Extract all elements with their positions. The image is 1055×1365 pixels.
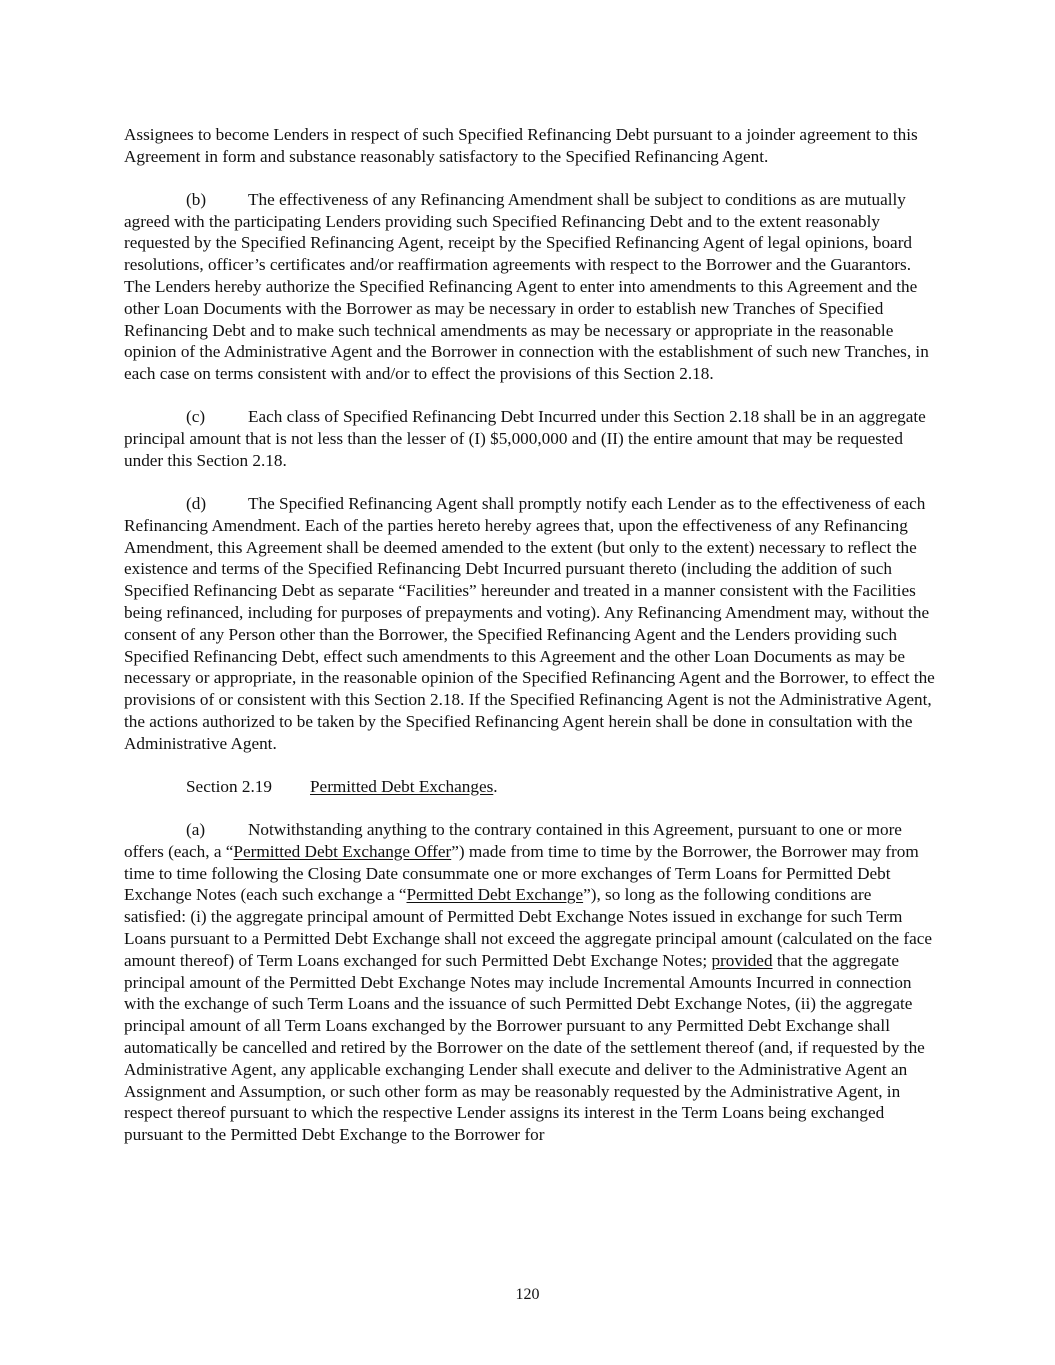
document-page: [124, 124, 936, 1167]
paragraph-label: (a): [186, 820, 206, 839]
proviso-term: provided: [711, 950, 773, 970]
paragraph-label: (b): [186, 189, 207, 209]
section-title-period: .: [493, 776, 498, 796]
page-number: 120: [515, 1286, 540, 1303]
paragraph-a: [124, 819, 936, 1146]
paragraph-label: (d): [186, 494, 207, 514]
section-title: Permitted Debt Exchanges: [310, 776, 494, 796]
paragraph-text: ”), so long as the following conditions are satisfied: (i) the aggregate principal amount of Permitted Debt Exchange Notes issued in exchange for such Term Loans pursuant to a Permitted Debt Exchange shall not exceed the aggregate principal amount (calculated on the face amount thereof) of Term Loans exchanged for such Permitted Debt Exchange Notes;: [124, 885, 932, 970]
paragraph-text: Each class of Specified Refinancing Debt Incurred under this Section 2.18 shall be in an aggregate principal amount that is not less than the lesser of (I) $5,000,000 and (II) the entire amount that may be requested under this Section 2.18.: [124, 407, 926, 470]
defined-term: Permitted Debt Exchange: [406, 885, 584, 905]
paragraph-label: (c): [186, 407, 206, 427]
paragraph-continuation: [124, 124, 936, 168]
paragraph-text: Notwithstanding anything to the contrary contained in this Agreement, pursuant to one or more offers (each, a “: [124, 820, 902, 861]
paragraph-text: The Specified Refinancing Agent shall promptly notify each Lender as to the effectiveness of each Refinancing Amendment. Each of the parties hereto hereby agrees that, upon the effectiveness of any Refinancing Amendment, this Agreement shall be deemed amended to the extent (but only to the extent) necessary to reflect the existence and terms of the Specified Refinancing Debt Incurred pursuant thereto (including the addition of such Specified Refinancing Debt as separate “Facilities” hereunder and treated in a manner consistent with the Facilities being refinanced, including for purposes of prepayments and voting). Any Refinancing Amendment may, without the consent of any Person other than the Borrower, the Specified Refinancing Agent and the Lenders providing such Specified Refinancing Debt, effect such amendments to this Agreement and the other Loan Documents as may be necessary or appropriate, in the reasonable opinion of the Specified Refinancing Agent and the Borrower, to effect the provisions of or consistent with this Section 2.18. If the Specified Refinancing Agent is not the Administrative Agent, the actions authorized to be taken by the Specified Refinancing Agent herein shall be done in consultation with the Administrative Agent.: [124, 494, 935, 753]
paragraph-c: [124, 406, 936, 471]
paragraph-text: The effectiveness of any Refinancing Amendment shall be subject to conditions as are mutually agreed with the participating Lenders providing such Specified Refinancing Debt and to the extent reasonably requested by the Specified Refinancing Agent, receipt by the Specified Refinancing Agent of legal opinions, board resolutions, officer’s certificates and/or reaffirmation agreements with respect to the Borrower and the Guarantors. The Lenders hereby authorize the Specified Refinancing Agent to enter into amendments to this Agreement and the other Loan Documents with the Borrower as may be necessary in order to establish new Tranches of Specified Refinancing Debt and to make such technical amendments as may be necessary or appropriate in the reasonable opinion of the Administrative Agent and the Borrower in connection with the establishment of such new Tranches, in each case on terms consistent with and/or to effect the provisions of this Section 2.18.: [124, 189, 929, 384]
section-number: Section 2.19: [186, 776, 272, 796]
defined-term: Permitted Debt Exchange Offer: [233, 841, 452, 861]
paragraph-text: ”) made from time to time by the Borrower, the Borrower may from time to time following the Closing Date consummate one or more exchanges of Term Loans for Permitted Debt Exchange Notes (each such exchange a “: [124, 841, 919, 905]
section-heading: [124, 776, 936, 798]
paragraph-text: that the aggregate principal amount of the Permitted Debt Exchange Notes may include Incremental Amounts Incurred in connection with the exchange of such Term Loans and the issuance of such Permitted Debt Exchange Notes, (ii) the aggregate principal amount of all Term Loans exchanged by the Borrower pursuant to any Permitted Debt Exchange shall automatically be cancelled and retired by the Borrower on the date of the settlement thereof (and, if requested by the Administrative Agent, any applicable exchanging Lender shall execute and deliver to the Administrative Agent an Assignment and Assumption, or such other form as may be reasonably requested by the Administrative Agent, in respect thereof pursuant to which the respective Lender assigns its interest in the Term Loans being exchanged pursuant to the Permitted Debt Exchange to the Borrower for: [124, 950, 925, 1145]
paragraph-text: Assignees to become Lenders in respect of such Specified Refinancing Debt pursuant to a joinder agreement to this Agreement in form and substance reasonably satisfactory to the Specified Refinancing Agent.: [124, 125, 918, 166]
paragraph-d: [124, 493, 936, 755]
paragraph-b: [124, 189, 936, 385]
